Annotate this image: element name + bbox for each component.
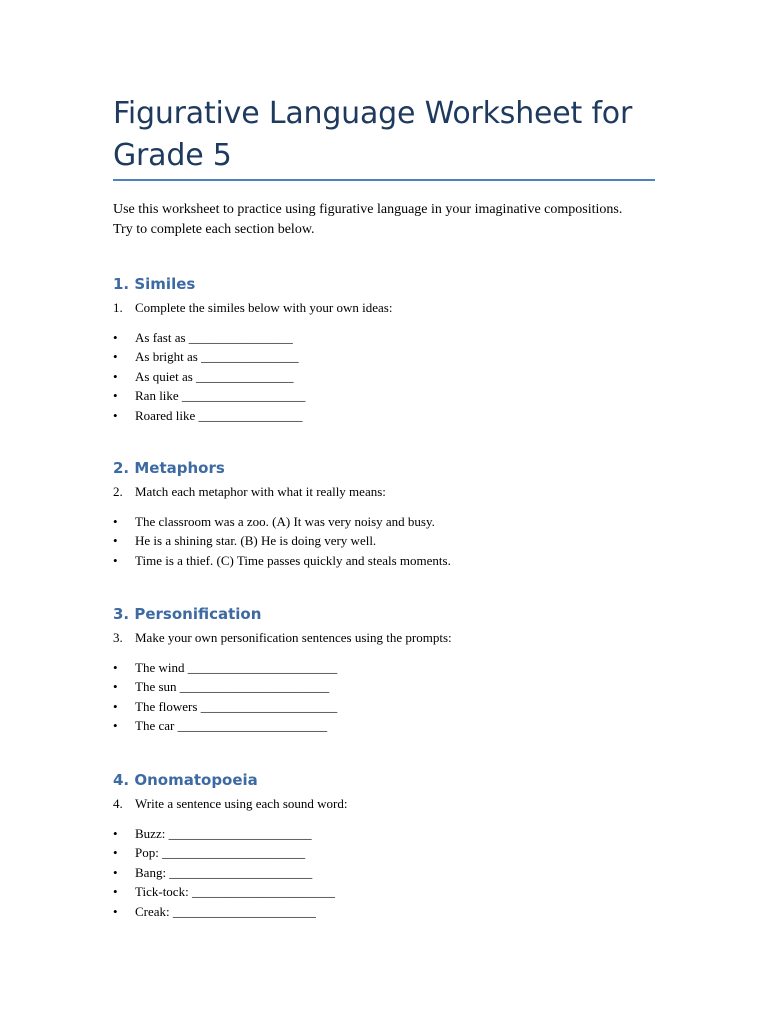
list-item-text: Ran like ___________________: [135, 388, 306, 404]
bullet-icon: •: [113, 884, 118, 900]
bullet-icon: •: [113, 368, 118, 384]
list-item-text: Pop: ______________________: [135, 845, 306, 861]
list-item: [113, 824, 655, 843]
bullet-icon: •: [113, 826, 118, 841]
bullet-icon: •: [113, 718, 118, 734]
bullet-icon: •: [113, 864, 118, 880]
list-item-text: The classroom was a zoo. (A) It was very noisy and busy.: [135, 514, 435, 529]
list-item-text: The wind _______________________: [135, 660, 338, 675]
list-item: [113, 347, 655, 366]
list-item: [113, 406, 655, 425]
section-similes: [113, 274, 655, 425]
bullet-icon: •: [113, 407, 118, 423]
bullet-icon: •: [113, 514, 118, 529]
bullet-icon: •: [113, 330, 118, 345]
list-item: [113, 843, 655, 862]
list-item-text: The flowers _____________________: [135, 698, 338, 714]
bullet-icon: •: [113, 552, 118, 568]
bullet-icon: •: [113, 660, 118, 675]
instruction-number: 2.: [113, 484, 123, 499]
list-item: [113, 386, 655, 405]
list-item-text: As quiet as _______________: [135, 368, 294, 384]
section-personification: [113, 604, 655, 736]
list-item: [113, 902, 655, 921]
list-item: [113, 551, 655, 570]
list-item-text: As fast as ________________: [135, 330, 293, 345]
instruction-number: 4.: [113, 796, 123, 811]
list-item-text: Roared like ________________: [135, 407, 303, 423]
bullet-list: [113, 658, 655, 736]
list-item: [113, 367, 655, 386]
list-item: [113, 512, 655, 531]
list-item-text: As bright as _______________: [135, 349, 299, 365]
list-item: [113, 882, 655, 901]
instruction-number: 1.: [113, 300, 123, 315]
title-divider: [113, 179, 655, 181]
section-instruction: [113, 629, 655, 647]
bullet-list: [113, 512, 655, 570]
page-title: Figurative Language Worksheet for Grade 5: [113, 96, 633, 173]
list-item-text: Buzz: ______________________: [135, 826, 312, 841]
section-instruction: [113, 795, 655, 813]
bullet-icon: •: [113, 698, 118, 714]
list-item-text: The sun _______________________: [135, 679, 330, 695]
section-heading: 4. Onomatopoeia: [113, 771, 258, 789]
list-item: [113, 716, 655, 735]
list-item-text: Tick-tock: ______________________: [135, 884, 335, 900]
instruction-text: Match each metaphor with what it really means:: [135, 484, 386, 499]
list-item: [113, 658, 655, 677]
list-item: [113, 677, 655, 696]
list-item-text: Time is a thief. (C) Time passes quickly and steals moments.: [135, 552, 451, 568]
bullet-list: [113, 328, 655, 425]
section-instruction: [113, 483, 655, 501]
bullet-icon: •: [113, 679, 118, 695]
bullet-icon: •: [113, 845, 118, 861]
section-heading: 1. Similes: [113, 275, 196, 293]
section-onomatopoeia: [113, 770, 655, 921]
bullet-icon: •: [113, 903, 118, 919]
list-item-text: He is a shining star. (B) He is doing very well.: [135, 533, 377, 549]
list-item: [113, 863, 655, 882]
instruction-text: Make your own personification sentences using the prompts:: [135, 630, 452, 645]
instruction-number: 3.: [113, 630, 123, 645]
section-heading: 3. Personification: [113, 605, 262, 623]
section-metaphors: [113, 458, 655, 570]
section-instruction: [113, 299, 655, 317]
instruction-text: Complete the similes below with your own ideas:: [135, 300, 393, 315]
bullet-icon: •: [113, 349, 118, 365]
instruction-text: Write a sentence using each sound word:: [135, 796, 348, 811]
list-item: [113, 531, 655, 550]
bullet-icon: •: [113, 533, 118, 549]
bullet-list: [113, 824, 655, 921]
list-item-text: Bang: ______________________: [135, 864, 313, 880]
list-item: [113, 697, 655, 716]
bullet-icon: •: [113, 388, 118, 404]
list-item: [113, 328, 655, 347]
intro-paragraph: Use this worksheet to practice using figurative language in your imaginative compositions. Try to complete each section below.: [113, 202, 623, 237]
list-item-text: Creak: ______________________: [135, 903, 316, 919]
section-heading: 2. Metaphors: [113, 459, 225, 477]
list-item-text: The car _______________________: [135, 718, 328, 734]
